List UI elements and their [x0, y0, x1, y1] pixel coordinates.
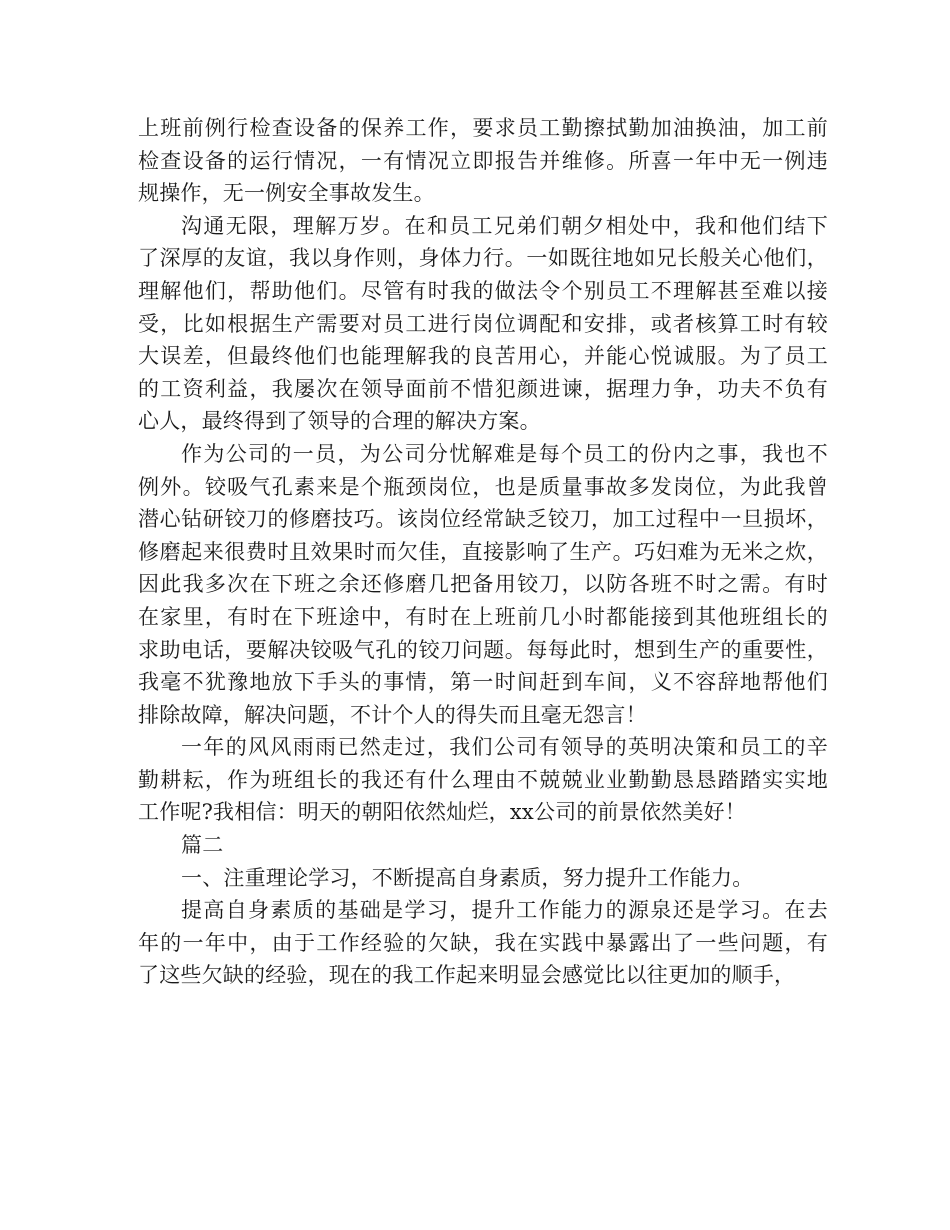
text-line: 修磨起来很费时且效果时而欠佳，直接影响了生产。巧妇难为无米之炊，: [138, 539, 828, 564]
text-line: 勤耕耘，作为班组长的我还有什么理由不兢兢业业勤勤恳恳踏踏实实地: [138, 767, 828, 792]
text-line: 理解他们，帮助他们。尽管有时我的做法令个别员工不理解甚至难以接: [138, 278, 828, 303]
paragraph: [138, 438, 828, 731]
paragraph: [138, 829, 828, 862]
text-line: 上班前例行检查设备的保养工作，要求员工勤擦拭勤加油换油，加工前: [138, 116, 828, 140]
text-line: 大误差，但最终他们也能理解我的良苦用心，并能心悦诚服。为了员工: [138, 344, 828, 369]
text-line: 沟通无限，理解万岁。在和员工兄弟们朝夕相处中，我和他们结下: [181, 213, 828, 238]
text-line: 在家里，有时在下班途中，有时在上班前几小时都能接到其他班组长的: [138, 604, 828, 629]
text-line: 篇二: [181, 833, 224, 858]
paragraph: [138, 862, 828, 895]
text-line: 提高自身素质的基础是学习，提升工作能力的源泉还是学习。在去: [181, 898, 828, 923]
text-line: 了这些欠缺的经验，现在的我工作起来明显会感觉比以往更加的顺手，: [138, 963, 796, 988]
text-line: 规操作，无一例安全事故发生。: [138, 181, 435, 206]
paragraph: [138, 210, 828, 438]
text-line: 我毫不犹豫地放下手头的事情，第一时间赶到车间，义不容辞地帮他们: [138, 670, 828, 695]
text-line: 排除故障，解决问题，不计个人的得失而且毫无怨言！: [138, 702, 647, 727]
text-line: 受，比如根据生产需要对员工进行岗位调配和安排，或者核算工时有较: [138, 311, 828, 336]
document-body: [138, 112, 828, 992]
text-line: 例外。铰吸气孔素来是个瓶颈岗位，也是质量事故多发岗位，为此我曾: [138, 474, 828, 499]
text-line: 检查设备的运行情况，一有情况立即报告并维修。所喜一年中无一例违: [138, 148, 828, 173]
paragraph: [138, 894, 828, 992]
text-line: 潜心钻研铰刀的修磨技巧。该岗位经常缺乏铰刀，加工过程中一旦损坏，: [138, 507, 828, 532]
text-line: 了深厚的友谊，我以身作则，身体力行。一如既往地如兄长般关心他们，: [138, 246, 828, 271]
text-line: 的工资利益，我屡次在领导面前不惜犯颜进谏，据理力争，功夫不负有: [138, 376, 828, 401]
text-line: 求助电话，要解决铰吸气孔的铰刀问题。每每此时，想到生产的重要性，: [138, 637, 828, 662]
text-line: 因此我多次在下班之余还修磨几把备用铰刀，以防各班不时之需。有时: [138, 572, 828, 597]
text-line: 工作呢?我相信：明天的朝阳依然灿烂，xx公司的前景依然美好！: [138, 800, 746, 825]
text-line: 一年的风风雨雨已然走过，我们公司有领导的英明决策和员工的辛: [181, 735, 828, 760]
paragraph: [138, 731, 828, 829]
paragraph: [138, 112, 828, 210]
text-line: 作为公司的一员，为公司分忧解难是每个员工的份内之事，我也不: [181, 441, 828, 466]
text-line: 一、注重理论学习，不断提高自身素质，努力提升工作能力。: [181, 865, 754, 890]
text-line: 心人，最终得到了领导的合理的解决方案。: [138, 409, 541, 434]
text-line: 年的一年中，由于工作经验的欠缺，我在实践中暴露出了一些问题，有: [138, 930, 828, 955]
